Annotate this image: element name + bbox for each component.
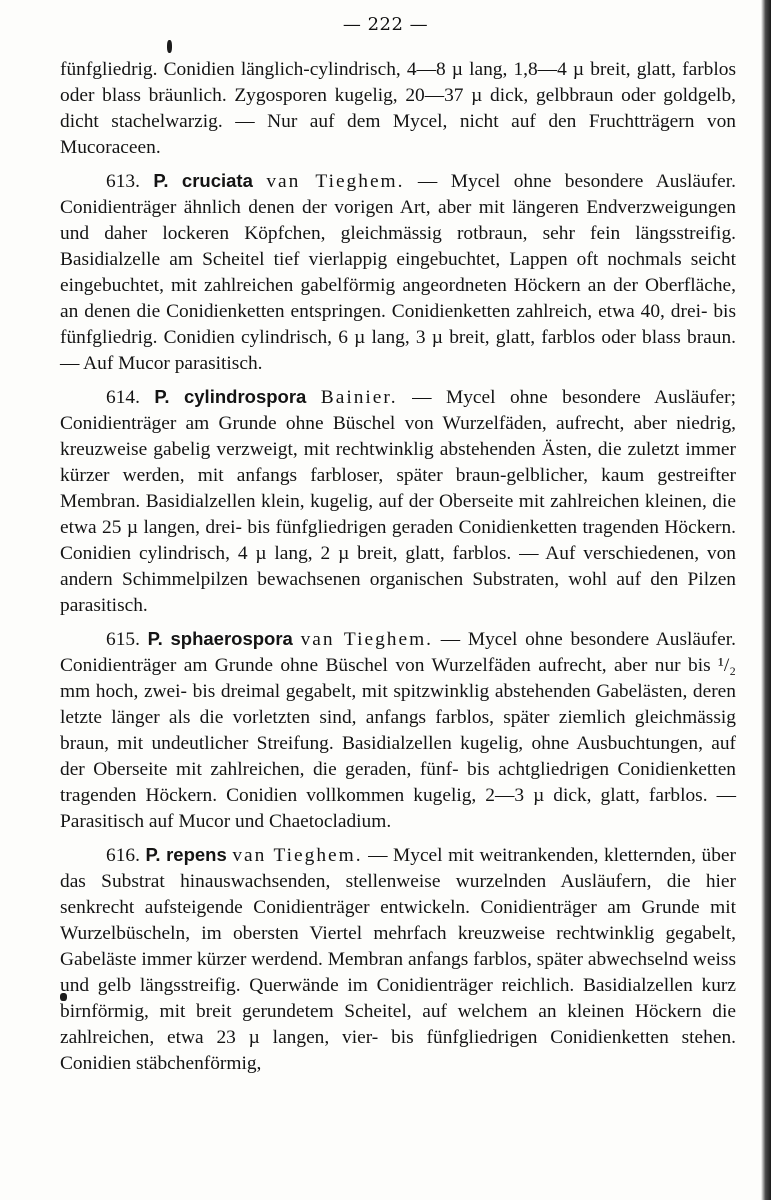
page-number: — 222 — [342, 14, 429, 35]
species-entry-616 [60, 842, 736, 1077]
species-name: repens [166, 844, 227, 865]
entry-number: 614. [106, 387, 140, 408]
entry-number: 615. [106, 629, 140, 650]
page-edge-shadow [761, 0, 771, 1200]
genus-abbrev: P. [147, 628, 163, 649]
entry-description: — Mycel mit weitrankenden, kletternden, über das Substrat hinauswachsenden, stellenweise wurzelnden Ausläufern, die hier senkrecht aufsteigende Conidienträger entwickeln. Conidienträger am Grunde mit Wurzelbüscheln, im obersten Viertel mehrfach kreuzweise rechtwinklig gegabelt, Gabeläste immer kürzer werdend. Membran anfangs farblos, später abwechselnd weiss und gelb längsstreifig. Querwände im Conidienträger reichlich. Basidialzellen kurz birnförmig, mit breit gerundetem Scheitel, auf welchem an kleinen Höckern die zahlreichen, etwa 23 µ langen, vier- bis fünfgliedrigen Conidienketten stehen. Conidien stäbchenförmig, [60, 845, 736, 1074]
species-entry-615 [60, 626, 736, 835]
paragraph-text: fünfgliedrig. Conidien länglich-cylindrisch, 4—8 µ lang, 1,8—4 µ breit, glatt, farblos oder blass bräunlich. Zygosporen kugelig, 20—37 µ dick, gelbbraun oder goldgelb, dicht stachelwarzig. — Nur auf dem Mycel, nicht auf den Fruchtträgern von Mucoraceen. [60, 59, 736, 158]
species-name: cruciata [181, 170, 253, 191]
species-name: cylindrospora [183, 386, 307, 407]
entry-description: — Mycel ohne besondere Ausläufer. Conidienträger am Grunde ohne Büschel von Wurzelfäden aufrecht, aber nur bis ¹/₂ mm hoch, zwei- bis dreimal gegabelt, mit spitzwinklig abstehenden Gabelästen, deren letzte länger als die vorletzten sind, anfangs farblos, später ziemlich gleichmässig braun, mit undeutlicher Streifung. Basidialzellen kugelig, ohne Ausbuchtungen, auf der Oberseite mit zahlreichen, die geraden, fünf- bis achtgliedrigen Conidienketten tragenden Höckern. Conidien vollkommen kugelig, 2—3 µ dick, glatt, farblos. — Parasitisch auf Mucor und Chaetocladium. [60, 629, 736, 832]
author-name: van Tieghem. [266, 171, 405, 192]
species-entry-614 [60, 384, 736, 619]
entry-number: 613. [106, 171, 140, 192]
author-name: van Tieghem. [232, 845, 363, 866]
genus-abbrev: P. [154, 386, 170, 407]
paragraph-continuation [60, 57, 736, 161]
genus-abbrev: P. [153, 170, 169, 191]
species-entry-613 [60, 168, 736, 377]
author-name: van Tieghem. [300, 629, 434, 650]
author-name: Bainier. [320, 387, 398, 408]
ink-speck-top [167, 40, 172, 53]
entry-description: — Mycel ohne besondere Ausläufer; Conidienträger am Grunde ohne Büschel von Wurzelfäden, aufrecht, aber niedrig, kreuzweise gabelig verzweigt, mit rechtwinklig abstehenden Ästen, die zuletzt immer kürzer werden, mit anfangs farbloser, später braun-gelblicher, kaum gestreifter Membran. Basidialzellen klein, kugelig, auf der Oberseite mit zahlreichen kleinen, die etwa 25 µ langen, drei- bis fünfgliedrigen geraden Conidienketten tragenden Höckern. Conidien cylindrisch, 4 µ lang, 2 µ breit, glatt, farblos. — Auf verschiedenen, von andern Schimmelpilzen bewachsenen organischen Substraten, wohl auf den Pilzen parasitisch. [60, 387, 736, 616]
body-text [60, 57, 736, 1077]
genus-abbrev: P. [145, 844, 161, 865]
entry-description: — Mycel ohne besondere Ausläufer. Conidienträger ähnlich denen der vorigen Art, aber mit längeren Endverzweigungen und daher lockeren Köpfchen, gleichmässig rotbraun, sehr fein längsstreifig. Basidialzelle am Scheitel tief vierlappig eingebuchtet, Lappen oft nochmals seicht eingebuchtet, mit zahlreichen gabelförmig angeordneten Höckern an der Oberfläche, an denen die Conidienketten entspringen. Conidienketten zahlreich, etwa 40, drei- bis fünfgliedrig. Conidien cylindrisch, 6 µ lang, 3 µ breit, glatt, farblos oder blass braun. — Auf Mucor parasitisch. [60, 171, 736, 374]
entry-number: 616. [106, 845, 140, 866]
species-name: sphaerospora [170, 628, 293, 649]
